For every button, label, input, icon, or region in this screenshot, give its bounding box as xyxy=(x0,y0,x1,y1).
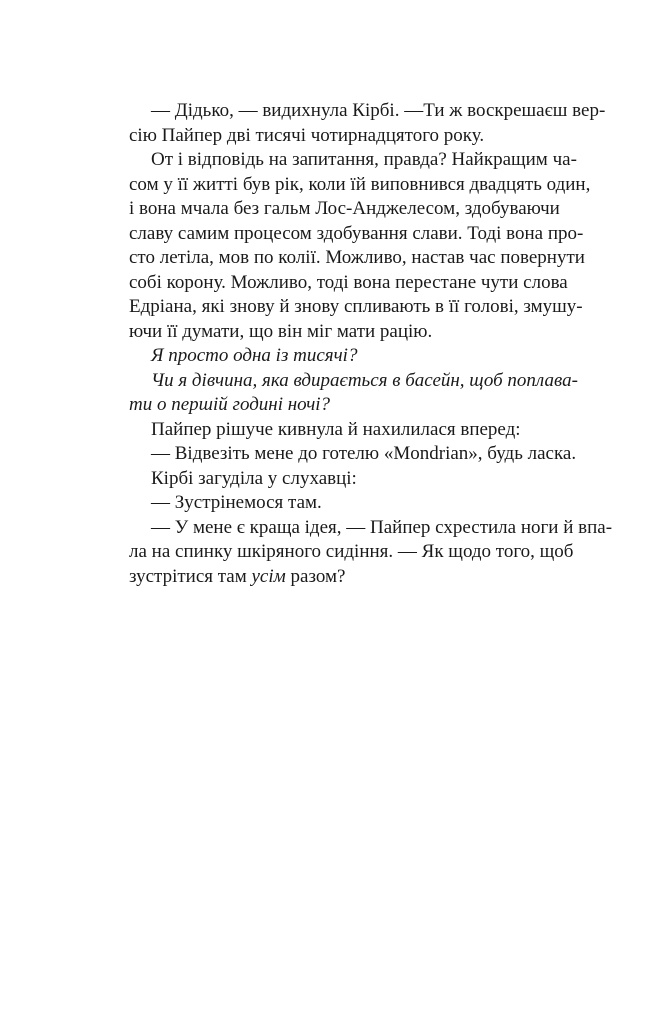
text-line: Кірбі загуділа у слухавці: xyxy=(151,467,357,489)
text-line: — Дідько, — видихнула Кірбі. —Ти ж воскрешаєш вер- xyxy=(151,100,606,121)
text-line: і вона мчала без гальм Лос-Анджелесом, здобуваючи xyxy=(129,198,560,219)
text-line: славу самим процесом здобування слави. Тоді вона про- xyxy=(129,222,584,244)
page-text xyxy=(129,99,613,589)
italic-span: усім xyxy=(251,565,286,587)
text-line: сом у її житті був рік, коли їй виповнився двадцять один, xyxy=(129,173,591,195)
text-line: Пайпер рішуче кивнула й нахилилася вперед: xyxy=(151,418,521,440)
italic-line: Чи я дівчина, яка вдирається в басейн, щоб поплава- xyxy=(151,369,578,391)
text-line-mixed xyxy=(129,565,521,590)
text-span: разом? xyxy=(285,565,346,587)
text-line: — Відвезіть мене до готелю «Mondrian», будь ласка. xyxy=(151,443,577,464)
text-line: сто летіла, мов по колії. Можливо, настав час повернути xyxy=(129,247,585,268)
text-line: ючи її думати, що він міг мати рацію. xyxy=(129,320,433,342)
text-line: — Зустрінемося там. xyxy=(151,492,322,513)
text-line: ла на спинку шкіряного сидіння. — Як щодо того, щоб xyxy=(129,541,574,562)
italic-line: ти о першій годині ночі? xyxy=(129,394,331,415)
text-line: Едріана, які знову й знову спливають в її голові, змушу- xyxy=(129,296,583,317)
text-line: От і відповідь на запитання, правда? Найкращим ча- xyxy=(151,149,577,170)
text-line: — У мене є краща ідея, — Пайпер схрестила ноги й впа- xyxy=(151,516,613,538)
text-line: сію Пайпер дві тисячі чотирнадцятого року. xyxy=(129,124,485,146)
italic-line: Я просто одна із тисячі? xyxy=(151,345,358,366)
text-span: зустрітися там xyxy=(129,565,252,587)
text-line: собі корону. Можливо, тоді вона перестане чути слова xyxy=(129,271,568,293)
